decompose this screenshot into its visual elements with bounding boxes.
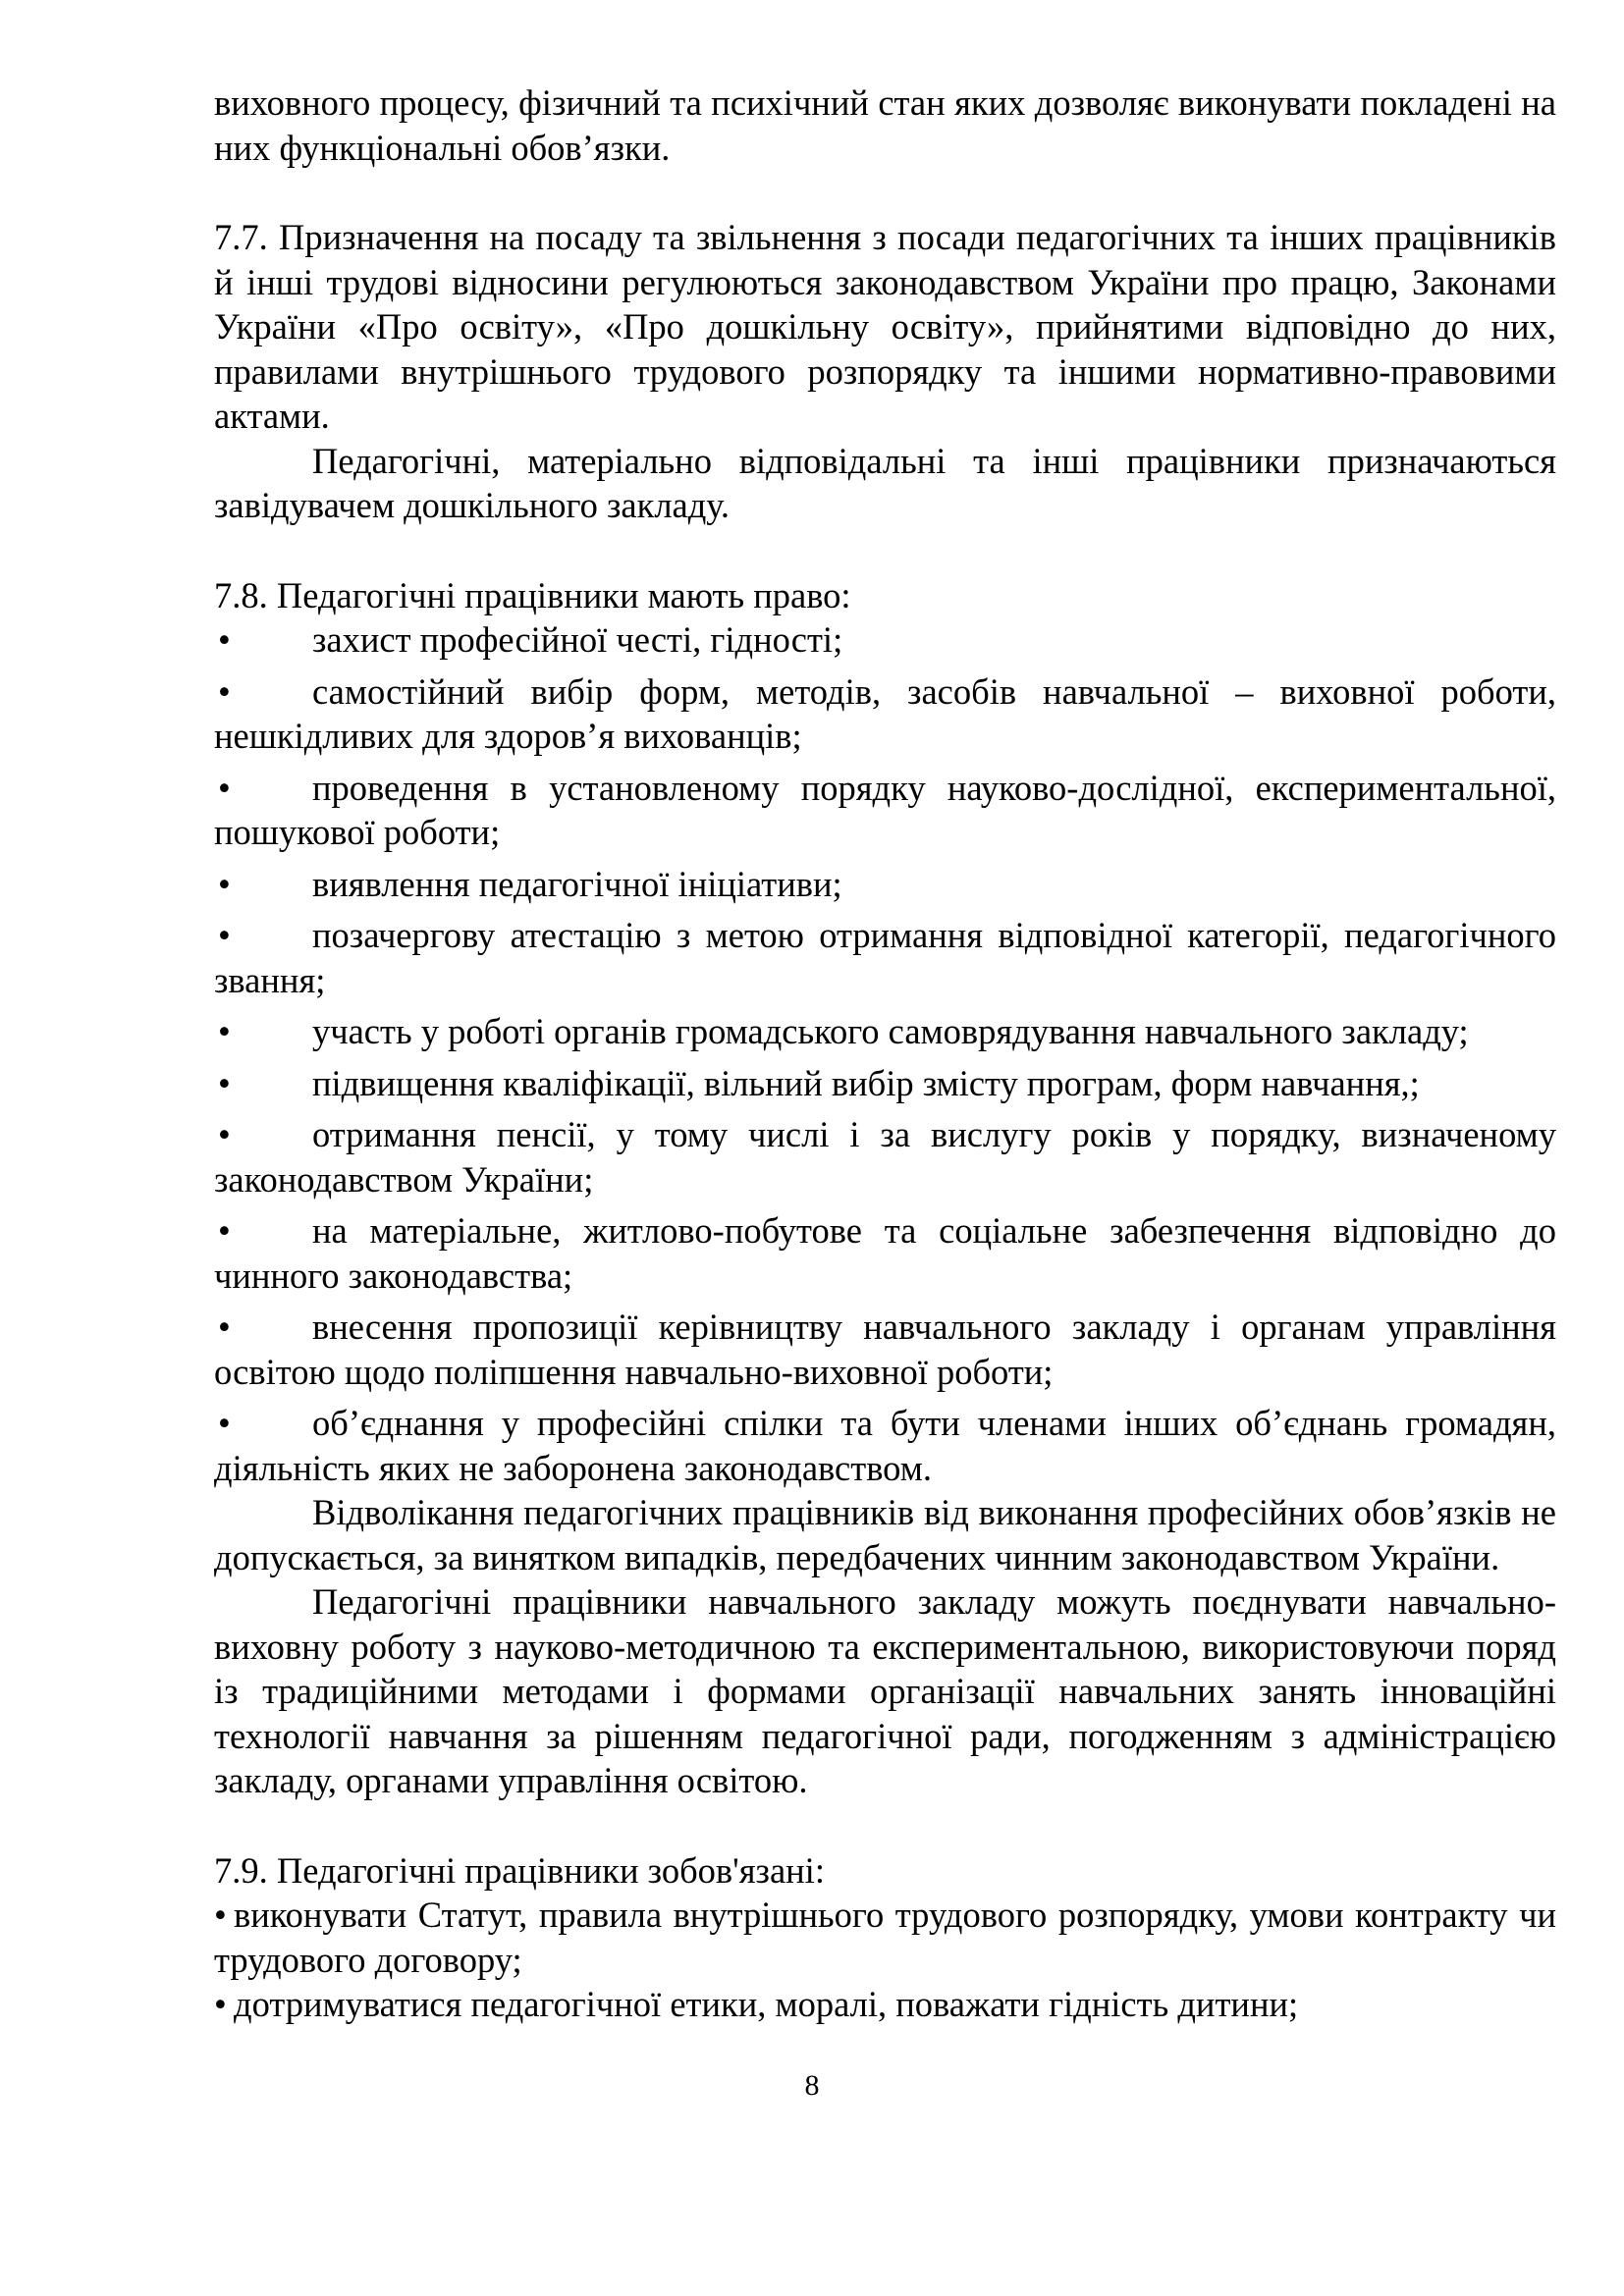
list-item: • захист професійної честі, гідності; <box>214 617 1556 663</box>
document-page <box>214 80 1556 2027</box>
list-item: • дотримуватися педагогічної етики, моралі, поважати гідність дитини; <box>214 1982 1556 2027</box>
list-item: • виконувати Статут, правила внутрішнього трудового розпорядку, умови контракту чи трудового договору; <box>214 1895 1556 1980</box>
bullet-icon: • <box>214 1895 227 1935</box>
paragraph-7-7: 7.7. Призначення на посаду та звільнення з посади педагогічних та інших працівників й інші трудові відносини регулюються законодавством України про працю, Законами України «Про освіту», «Про дошкільну освіту», прийнятими відповідно до них, правилами внутрішнього трудового розпорядку та іншими нормативно-правовими актами. <box>214 217 1556 436</box>
list-item: • проведення в установленому порядку науково-дослідної, експериментальної, пошукової роботи; <box>214 767 1556 852</box>
paragraph-continuation: виховного процесу, фізичний та психічний стан яких дозволяє виконувати покладені на них функціональні обов’язки. <box>214 82 1556 168</box>
paragraph-distraction: Відволікання педагогічних працівників від виконання професійних обов’язків не допускається, за винятком випадків, передбачених чинним законодавством України. <box>214 1492 1556 1577</box>
rights-list <box>214 617 1556 1490</box>
list-item: • об’єднання у професійні спілки та бути членами інших об’єднань громадян, діяльність яких не заборонена законодавством. <box>214 1403 1556 1488</box>
heading-7-8: 7.8. Педагогічні працівники мають право: <box>214 574 851 615</box>
list-item: • самостійний вибір форм, методів, засобів навчальної – виховної роботи, нешкідливих для здоров’я вихованців; <box>214 670 1556 756</box>
bullet-icon: • <box>218 915 231 955</box>
bullet-icon: • <box>218 1062 231 1103</box>
list-item: • позачергову атестацію з метою отримання відповідної категорії, педагогічного звання; <box>214 915 1556 1000</box>
bullet-icon: • <box>218 767 231 808</box>
bullet-icon: • <box>218 1307 231 1347</box>
list-item: • внесення пропозиції керівництву навчального закладу і органам управління освітою щодо поліпшення навчально-виховної роботи; <box>214 1307 1556 1392</box>
list-item: • на матеріальне, житлово-побутове та соціальне забезпечення відповідно до чинного законодавства; <box>214 1210 1556 1296</box>
list-item: • участь у роботі органів громадського самоврядування навчального закладу; <box>214 1009 1556 1054</box>
bullet-icon: • <box>218 1114 231 1154</box>
paragraph-innovation: Педагогічні працівники навчального закладу можуть поєднувати навчально-виховну роботу з науково-методичною та експериментальною, використовуючи поряд із традиційними методами і формами організації навчальних занять інноваційні технології навчання за рішенням педагогічної ради, погодженням з адміністрацією закладу, органами управління освітою. <box>214 1581 1556 1800</box>
heading-7-9: 7.9. Педагогічні працівники зобов'язані: <box>214 1849 825 1891</box>
bullet-icon: • <box>218 1011 231 1051</box>
bullet-icon: • <box>218 619 231 660</box>
list-item: • отримання пенсії, у тому числі і за вислугу років у порядку, визначеному законодавством України; <box>214 1114 1556 1200</box>
bullet-icon: • <box>218 863 231 904</box>
page-number: 8 <box>804 2069 820 2102</box>
bullet-icon: • <box>218 1403 231 1443</box>
list-item: • підвищення кваліфікації, вільний вибір змісту програм, форм навчання,; <box>214 1061 1556 1106</box>
paragraph-7-7-appointment: Педагогічні, матеріально відповідальні та інші працівники призначаються завідувачем дошкільного закладу. <box>214 440 1556 525</box>
list-item: • виявлення педагогічної ініціативи; <box>214 862 1556 907</box>
bullet-icon: • <box>218 670 231 712</box>
bullet-icon: • <box>214 1984 227 2024</box>
bullet-icon: • <box>218 1210 231 1251</box>
duties-list <box>214 1893 1556 2027</box>
